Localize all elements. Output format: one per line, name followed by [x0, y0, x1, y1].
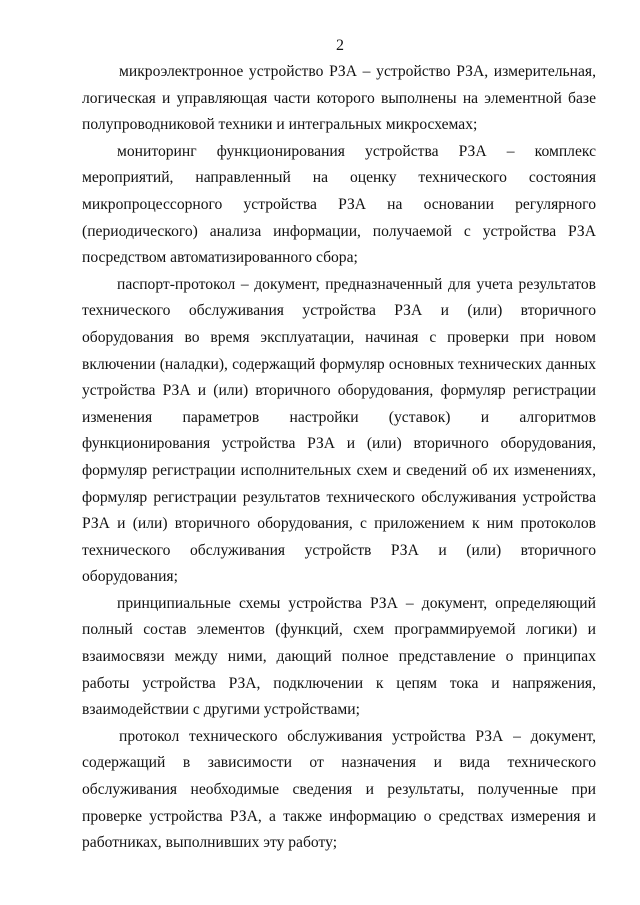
paragraph-maintenance-protocol: протокол технического обслуживания устройства РЗА – документ, содержащий в зависимости от назначения и вида технического обслуживания необходимые сведения и результаты, полученные при проверке устройства РЗА, а также информацию о средствах измерения и работниках, выполнивших эту работу; — [82, 727, 596, 852]
paragraph-monitoring: мониторинг функционирования устройства РЗА – комплекс мероприятий, направленный на оценку технического состояния микропроцессорного устройства РЗА на основании регулярного (периодического) анализа информации, получаемой с устройства РЗА посредством автоматизированного сбора; — [82, 142, 596, 267]
page-number: 2 — [336, 37, 344, 54]
paragraph-passport-protocol: паспорт-протокол – документ, предназначенный для учета результатов технического обслуживания устройства РЗА и (или) вторичного оборудования во время эксплуатации, начиная с проверки при новом включении (наладки), содержащий формуляр основных технических данных устройства РЗА и (или) вторичного оборудования, формуляр регистрации изменения параметров настройки (уставок) и алгоритмов функционирования устройства РЗА и (или) вторичного оборудования, формуляр регистрации исполнительных схем и сведений об их изменениях, формуляр регистрации результатов технического обслуживания устройства РЗА и (или) вторичного оборудования, с приложением к ним протоколов технического обслуживания устройств РЗА и (или) вторичного оборудования; — [82, 275, 596, 586]
paragraph-schematic-diagrams: принципиальные схемы устройства РЗА – документ, определяющий полный состав элементов (функций, схем программируемой логики) и взаимосвязи между ними, дающий полное представление о принципах работы устройства РЗА, подключении к цепям тока и напряжения, взаимодействии с другими устройствами; — [82, 594, 596, 719]
document-body — [82, 59, 596, 857]
paragraph-microelectronic-device: микроэлектронное устройство РЗА – устройство РЗА, измерительная, логическая и управляющая части которого выполнены на элементной базе полупроводниковой техники и интегральных микросхемах; — [82, 63, 596, 134]
